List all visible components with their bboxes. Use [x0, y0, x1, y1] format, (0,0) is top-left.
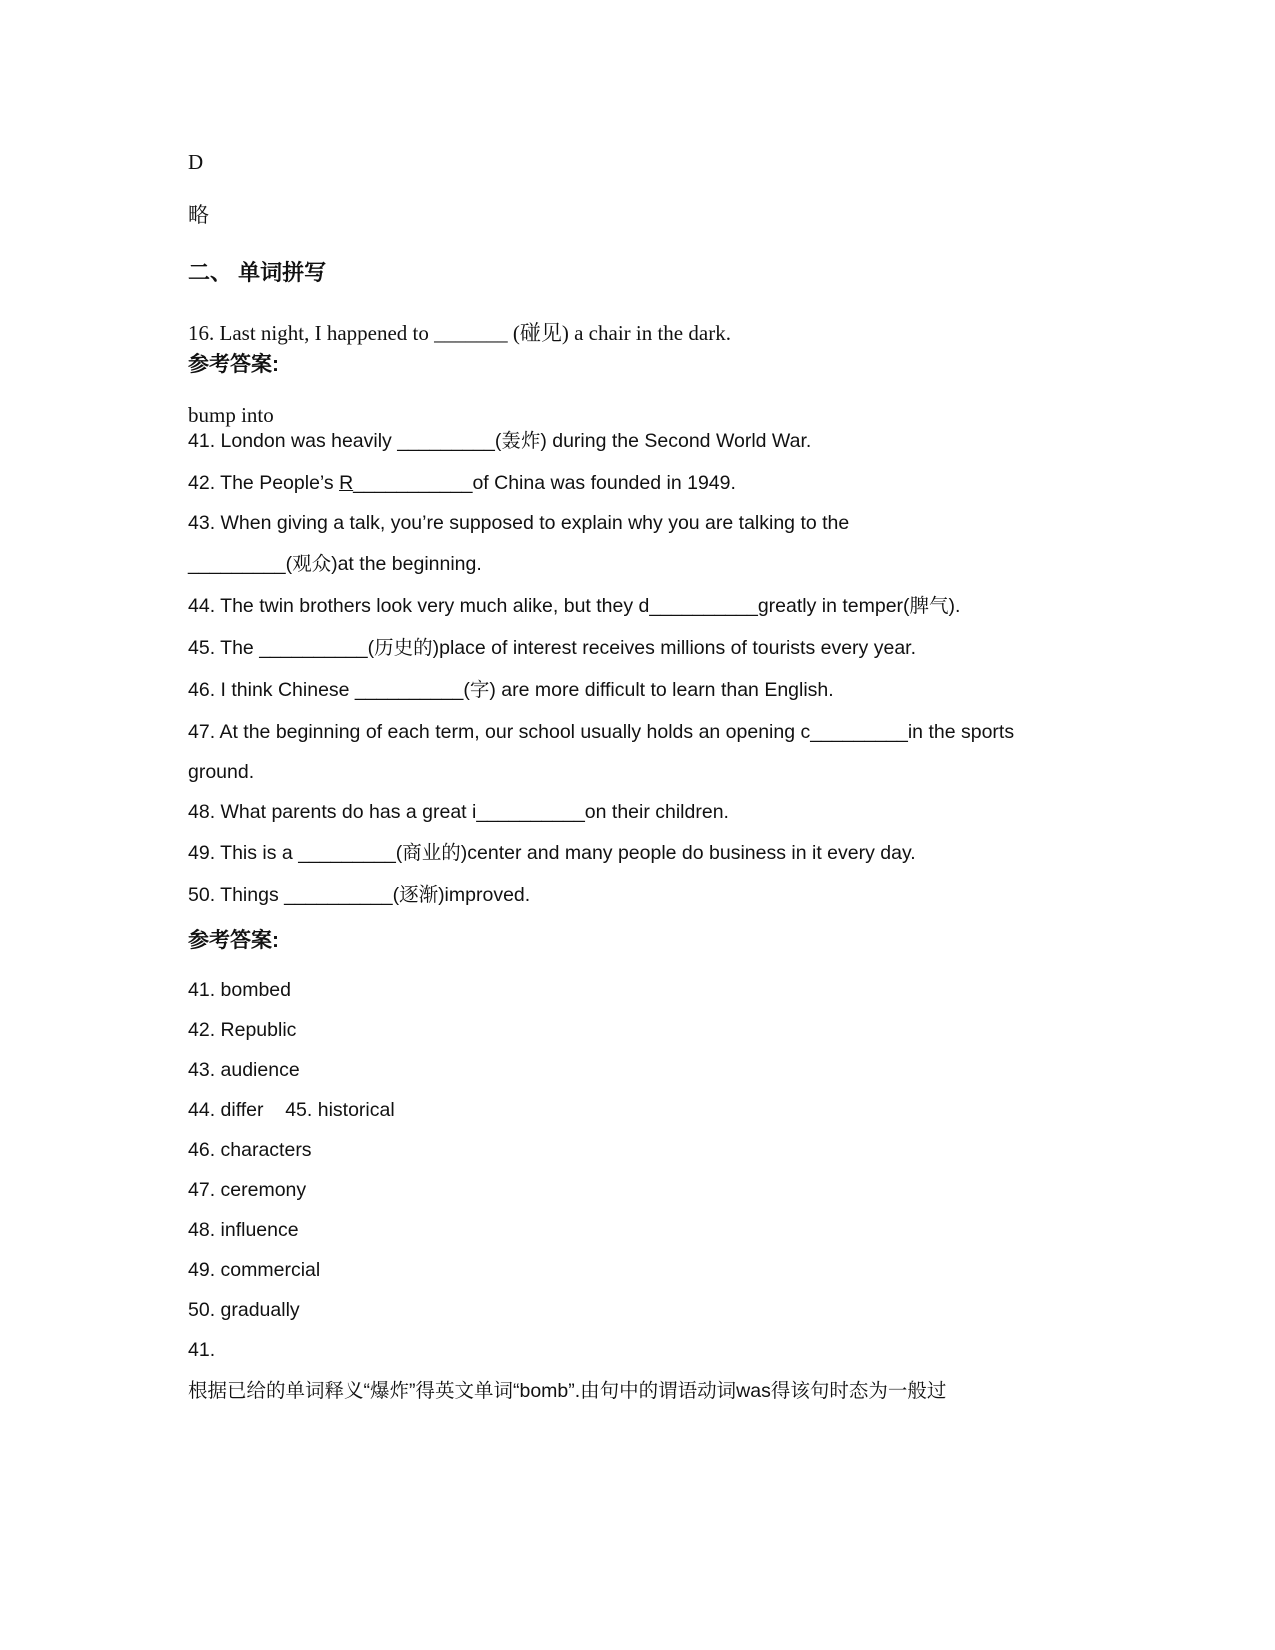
explanation-number: 41.	[188, 1339, 216, 1361]
question-48: 48. What parents do has a great i__________on their children.	[188, 801, 729, 823]
answer-47: 47. ceremony	[188, 1179, 307, 1201]
answer-16: bump into	[188, 403, 274, 427]
answer-43: 43. audience	[188, 1059, 300, 1081]
question-41: 41. London was heavily _________(轰炸) during the Second World War.	[188, 430, 812, 452]
answer-label: 参考答案:	[188, 929, 279, 952]
question-47-line1: 47. At the beginning of each term, our school usually holds an opening c_________in the sports	[188, 721, 1015, 743]
hint-letter-r: R	[339, 472, 354, 494]
question-16: 16. Last night, I happened to _______ (碰见) a chair in the dark.	[188, 321, 731, 345]
section-heading: 二、 单词拼写	[188, 260, 327, 285]
answer-49: 49. commercial	[188, 1259, 321, 1281]
answer-42: 42. Republic	[188, 1019, 297, 1041]
question-47-line2: ground.	[188, 761, 255, 783]
answer-48: 48. influence	[188, 1219, 299, 1241]
previous-answer-note: 略	[188, 203, 209, 227]
question-49: 49. This is a _________(商业的)center and many people do business in it every day.	[188, 842, 916, 864]
answer-label-16: 参考答案:	[188, 353, 279, 376]
answer-50: 50. gradually	[188, 1299, 300, 1321]
previous-answer-letter: D	[188, 150, 204, 174]
explanation-text: 根据已给的单词释义“爆炸”得英文单词“bomb”.由句中的谓语动词was得该句时态为一般过	[188, 1380, 947, 1402]
question-50: 50. Things __________(逐渐)improved.	[188, 884, 531, 906]
answer-44-45: 44. differ 45. historical	[188, 1099, 395, 1121]
question-45: 45. The __________(历史的)place of interest receives millions of tourists every year.	[188, 637, 916, 659]
question-42: 42. The People’s R___________of China was founded in 1949.	[188, 472, 736, 494]
question-44: 44. The twin brothers look very much alike, but they d__________greatly in temper(脾气).	[188, 595, 961, 617]
question-43-line1: 43. When giving a talk, you’re supposed to explain why you are talking to the	[188, 512, 850, 534]
question-46: 46. I think Chinese __________(字) are more difficult to learn than English.	[188, 679, 834, 701]
question-43-line2: _________(观众)at the beginning.	[188, 553, 482, 575]
answer-41: 41. bombed	[188, 979, 291, 1001]
answer-46: 46. characters	[188, 1139, 312, 1161]
